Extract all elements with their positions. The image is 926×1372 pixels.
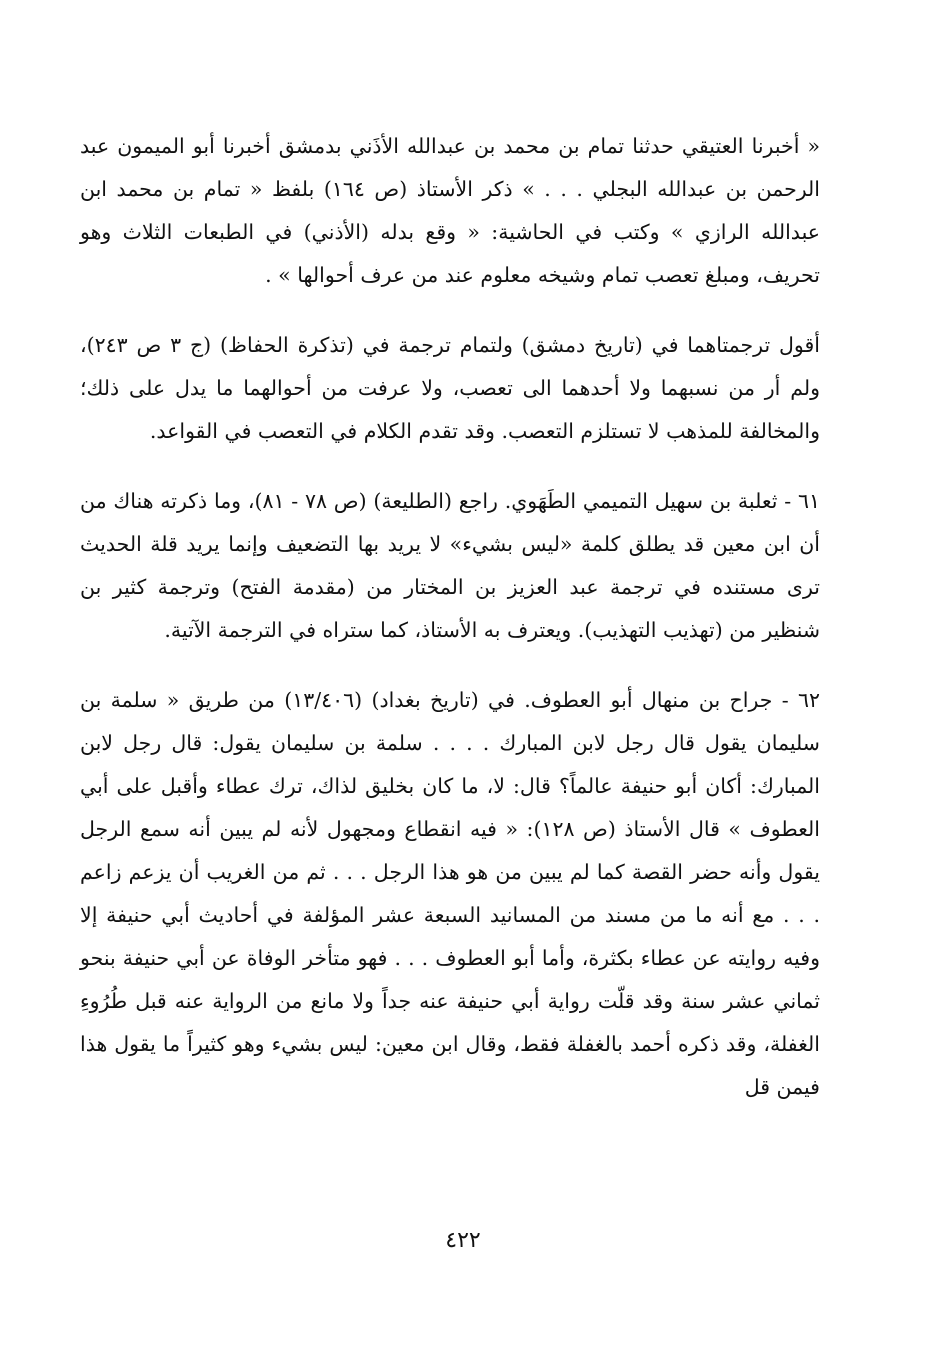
paragraph-2: أقول ترجمتاهما في (تاريخ دمشق) ولتمام ترجمة في (تذكرة الحفاظ) (ج ٣ ص ٢٤٣)، ولم أر من نسبهما ولا أحدهما الى تعصب، ولا عرفت من أحوالهما ما يدل على ذلك؛ والمخالفة للمذهب لا تستلزم التعصب. وقد تقدم الكلام في التعصب في القواعد. (80, 333, 820, 443)
paragraph-gap (80, 652, 820, 679)
page-body (80, 125, 820, 1109)
paragraph-gap (80, 453, 820, 480)
paragraph-3: ٦١ - ثعلبة بن سهيل التميمي الطَهَوي. راجع (الطليعة) (ص ٧٨ - ٨١)، وما ذكرته هناك من أن ابن معين قد يطلق كلمة «ليس بشيء» لا يريد بها التضعيف وإنما يريد قلة الحديث ترى مستنده في ترجمة عبد العزيز بن المختار من (مقدمة الفتح) وترجمة كثير بن شنظير من (تهذيب التهذيب). ويعترف به الأستاذ، كما ستراه في الترجمة الآتية. (80, 489, 820, 642)
paragraph-gap (80, 297, 820, 324)
page-number: ٤٢٢ (445, 1228, 481, 1253)
paragraph-4: ٦٢ - جراح بن منهال أبو العطوف. في (تاريخ بغداد) (١٣/٤٠٦) من طريق « سلمة بن سليمان يقول قال رجل لابن المبارك . . . . سلمة بن سليمان يقول: قال رجل لابن المبارك: أكان أبو حنيفة عالماً؟ قال: لا، ما كان بخليق لذاك، ترك عطاء وأقبل على أبي العطوف » قال الأستاذ (ص ١٢٨): « فيه انقطاع ومجهول لأنه لم يبين أنه سمع الرجل يقول وأنه حضر القصة كما لم يبين من هو هذا الرجل . . . ثم من الغريب أن يزعم زاعم . . . مع أنه ما من مسند من المسانيد السبعة عشر المؤلفة في أحاديث أبي حنيفة إلا وفيه روايته عن عطاء بكثرة، وأما أبو العطوف . . . فهو متأخر الوفاة عن أبي حنيفة بنحو ثماني عشر سنة وقد قلّت رواية أبي حنيفة عنه جداً ولا مانع من الرواية عنه قبل طُرُوءِ الغفلة، وقد ذكره أحمد بالغفلة فقط، وقال ابن معين: ليس بشيء وهو كثيراً ما يقول هذا فيمن قل (80, 688, 820, 1099)
paragraph-1: « أخبرنا العتيقي حدثنا تمام بن محمد بن عبدالله الأذَني بدمشق أخبرنا أبو الميمون عبد الرحمن بن عبدالله البجلي . . . » ذكر الأستاذ (ص ١٦٤) بلفظ « تمام بن محمد ابن عبدالله الرازي » وكتب في الحاشية: « وقع بدله (الأذني) في الطبعات الثلاث وهو تحريف، ومبلغ تعصب تمام وشيخه معلوم عند من عرف أحوالها » . (80, 134, 820, 287)
